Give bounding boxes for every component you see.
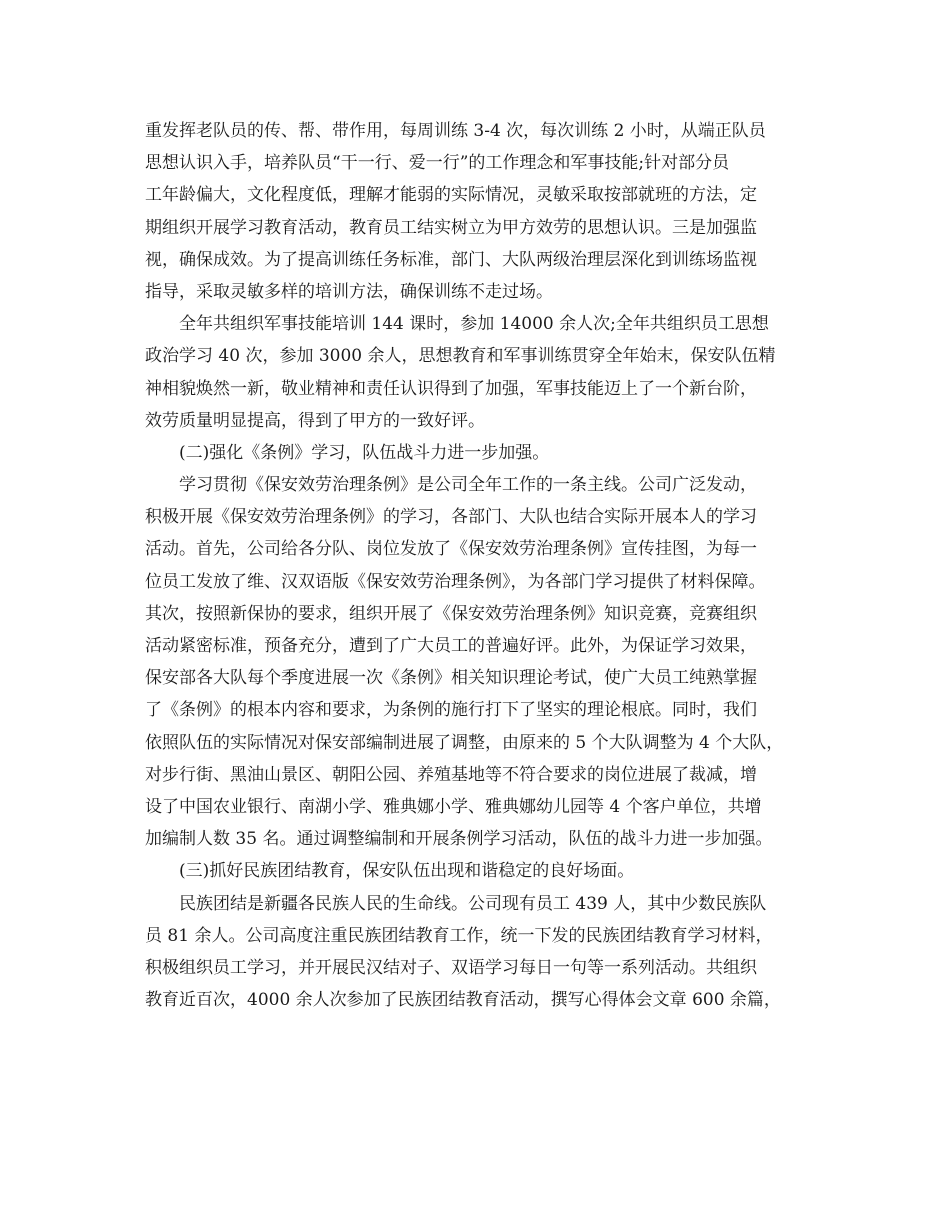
text-line: 效劳质量明显提高，得到了甲方的一致好评。 [145,410,485,431]
text-line: 政治学习 40 次，参加 3000 余人，思想教育和军事训练贯穿全年始末，保安队伍精 [145,346,776,367]
document-body [145,115,825,1016]
text-line: 学习贯彻《保安效劳治理条例》是公司全年工作的一条主线。公司广泛发动， [179,475,757,496]
text-line: 积极组织员工学习，并开展民汉结对子、双语学习每日一句等一系列活动。共组织 [145,957,757,978]
text-line: 视，确保成效。为了提高训练任务标准，部门、大队两级治理层深化到训练场监视 [145,249,757,270]
text-line: 重发挥老队员的传、帮、带作用，每周训练 3-4 次，每次训练 2 小时，从端正队员 [145,121,766,141]
text-line: 设了中国农业银行、南湖小学、雅典娜小学、雅典娜幼儿园等 4 个客户单位，共增 [145,796,762,817]
text-line: 民族团结是新疆各民族人民的生命线。公司现有员工 439 人，其中少数民族队 [179,893,767,914]
text-line: 神相貌焕然一新，敬业精神和责任认识得到了加强，军事技能迈上了一个新台阶， [145,378,757,399]
text-line: 对步行街、黑油山景区、朝阳公园、养殖基地等不符合要求的岗位进展了裁减，增 [145,764,757,785]
text-line: (二)强化《条例》学习，队伍战斗力进一步加强。 [179,442,550,463]
text-line: 员 81 余人。公司高度注重民族团结教育工作，统一下发的民族团结教育学习材料， [145,925,773,946]
text-line: 教育近百次，4000 余人次参加了民族团结教育活动，撰写心得体会文章 600 余篇， [145,990,781,1011]
text-line: 期组织开展学习教育活动，教育员工结实树立为甲方效劳的思想认识。三是加强监 [145,217,757,238]
text-line: 工年龄偏大，文化程度低，理解才能弱的实际情况，灵敏采取按部就班的方法，定 [145,185,757,206]
text-line: 活动。首先，公司给各分队、岗位发放了《保安效劳治理条例》宣传挂图，为每一 [145,539,757,560]
text-line: 位员工发放了维、汉双语版《保安效劳治理条例》，为各部门学习提供了材料保障。 [145,571,766,592]
text-line: 了《条例》的根本内容和要求，为条例的施行打下了坚实的理论根底。同时，我们 [145,700,757,721]
text-line: 依照队伍的实际情况对保安部编制进展了调整，由原来的 5 个大队调整为 4 个大队， [145,732,784,753]
text-line: 其次，按照新保协的要求，组织开展了《保安效劳治理条例》知识竞赛，竞赛组织 [145,603,757,624]
text-line: 加编制人数 35 名。通过调整编制和开展条例学习活动，队伍的战斗力进一步加强。 [145,829,773,850]
text-line: 思想认识入手，培养队员“干一行、爱一行”的工作理念和军事技能;针对部分员 [145,153,730,174]
text-line: 积极开展《保安效劳治理条例》的学习，各部门、大队也结合实际开展本人的学习 [145,507,757,528]
text-line: 指导，采取灵敏多样的培训方法，确保训练不走过场。 [145,281,553,302]
text-line: 保安部各大队每个季度进展一次《条例》相关知识理论考试，使广大员工纯熟掌握 [145,668,757,689]
text-line: (三)抓好民族团结教育，保安队伍出现和谐稳定的良好场面。 [179,861,635,882]
text-line: 全年共组织军事技能培训 144 课时，参加 14000 余人次;全年共组织员工思想 [179,314,769,335]
text-line: 活动紧密标准，预备充分，遭到了广大员工的普遍好评。此外，为保证学习效果， [145,636,757,656]
